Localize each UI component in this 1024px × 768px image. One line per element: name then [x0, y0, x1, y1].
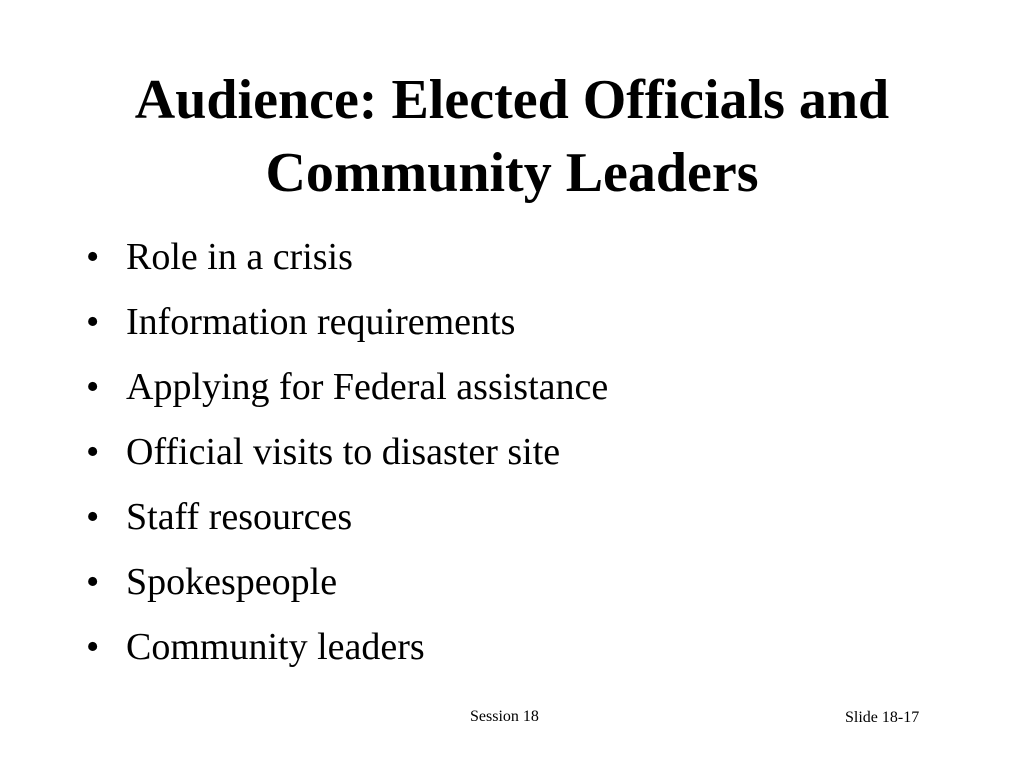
bullet-text: Applying for Federal assistance [126, 366, 609, 408]
bullet-icon: • [86, 236, 100, 278]
bullet-text: Staff resources [126, 496, 353, 538]
bullet-icon: • [86, 561, 100, 603]
bullet-text: Community leaders [126, 626, 425, 668]
bullet-icon: • [86, 496, 100, 538]
slide-title-line-1: Audience: Elected Officials and [134, 69, 890, 131]
bullet-text: Spokespeople [126, 561, 338, 603]
bullet-icon: • [86, 301, 100, 343]
footer-session-label: Session 18 [470, 708, 539, 725]
bullet-text: Role in a crisis [126, 236, 353, 278]
slide-title [40, 64, 984, 210]
bullet-text: Official visits to disaster site [126, 431, 561, 473]
bullet-text: Information requirements [126, 301, 516, 343]
bullet-icon: • [86, 431, 100, 473]
footer-slide-number: Slide 18-17 [845, 709, 920, 726]
bullet-icon: • [86, 626, 100, 668]
bullet-icon: • [86, 366, 100, 408]
slide-title-line-2: Community Leaders [265, 142, 759, 204]
